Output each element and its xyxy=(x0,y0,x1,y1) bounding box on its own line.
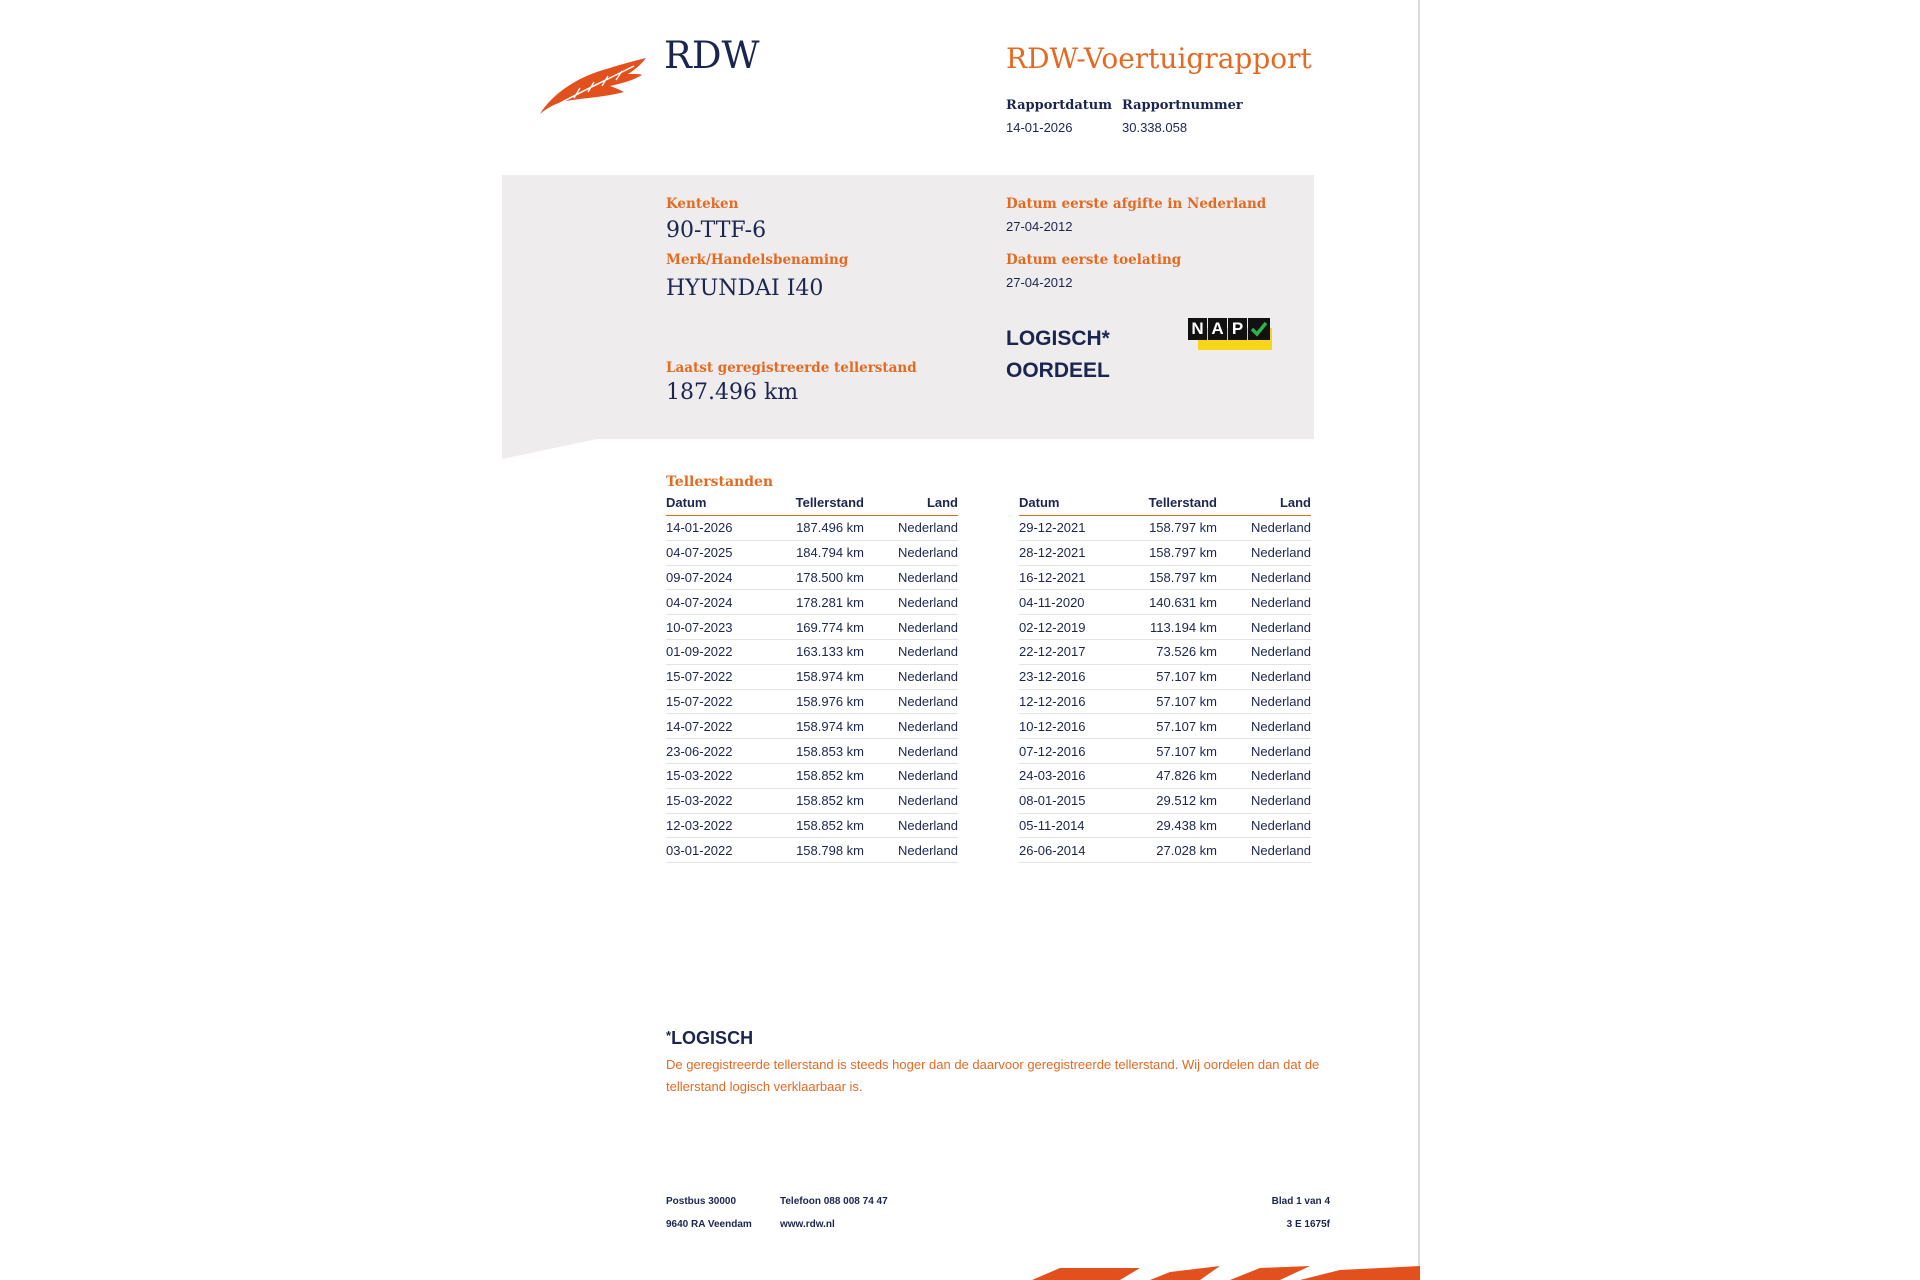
cell-tellerstand: 184.794 km xyxy=(784,540,864,565)
cell-land: Nederland xyxy=(1217,664,1311,689)
table-row xyxy=(1019,516,1311,541)
cell-datum: 28-12-2021 xyxy=(1019,540,1137,565)
brand-name: RDW xyxy=(664,34,760,77)
footer-code: 3 E 1675f xyxy=(1286,1219,1330,1230)
cell-tellerstand: 158.976 km xyxy=(784,689,864,714)
cell-land: Nederland xyxy=(1217,639,1311,664)
panel-tail xyxy=(502,438,602,459)
rapportnummer-value: 30.338.058 xyxy=(1122,120,1188,135)
cell-land: Nederland xyxy=(1217,540,1311,565)
afgifte-value: 27-04-2012 xyxy=(1006,219,1073,234)
cell-land: Nederland xyxy=(864,739,958,764)
cell-datum: 04-07-2024 xyxy=(666,590,784,615)
cell-tellerstand: 57.107 km xyxy=(1137,739,1217,764)
table-row xyxy=(666,516,958,541)
cell-datum: 16-12-2021 xyxy=(1019,565,1137,590)
footer-telefoon: Telefoon 088 008 74 47 xyxy=(780,1196,888,1207)
cell-datum: 15-03-2022 xyxy=(666,763,784,788)
footer-postbus: Postbus 30000 xyxy=(666,1196,737,1207)
cell-datum: 07-12-2016 xyxy=(1019,739,1137,764)
rapportdatum-label: Rapportdatum xyxy=(1006,98,1112,113)
vehicle-summary-panel xyxy=(502,175,1314,439)
toelating-label: Datum eerste toelating xyxy=(1006,252,1182,268)
cell-tellerstand: 158.974 km xyxy=(784,714,864,739)
cell-land: Nederland xyxy=(1217,615,1311,640)
table-row xyxy=(1019,540,1311,565)
cell-tellerstand: 47.826 km xyxy=(1137,763,1217,788)
table-row xyxy=(666,788,958,813)
cell-datum: 03-01-2022 xyxy=(666,838,784,863)
table-row xyxy=(666,739,958,764)
table-row xyxy=(666,763,958,788)
table-row xyxy=(666,813,958,838)
decorative-stripes xyxy=(1020,1262,1420,1280)
cell-land: Nederland xyxy=(864,615,958,640)
rapportdatum-value: 14-01-2026 xyxy=(1006,120,1073,135)
cell-tellerstand: 158.852 km xyxy=(784,763,864,788)
cell-land: Nederland xyxy=(1217,838,1311,863)
footnote-heading-text: LOGISCH xyxy=(671,1028,754,1048)
cell-tellerstand: 158.797 km xyxy=(1137,540,1217,565)
cell-datum: 14-07-2022 xyxy=(666,714,784,739)
table-row xyxy=(1019,689,1311,714)
cell-land: Nederland xyxy=(864,838,958,863)
table-row xyxy=(666,639,958,664)
cell-land: Nederland xyxy=(1217,763,1311,788)
footer-website: www.rdw.nl xyxy=(780,1219,835,1230)
tellerstanden-title: Tellerstanden xyxy=(666,474,774,490)
merk-value: HYUNDAI I40 xyxy=(666,276,824,301)
cell-datum: 08-01-2015 xyxy=(1019,788,1137,813)
table-row xyxy=(1019,565,1311,590)
cell-tellerstand: 158.798 km xyxy=(784,838,864,863)
tellerstand-label: Laatst geregistreerde tellerstand xyxy=(666,360,917,376)
nap-check-icon xyxy=(1188,318,1272,351)
col-tellerstand: Tellerstand xyxy=(784,495,864,516)
tellerstand-value: 187.496 km xyxy=(666,380,799,405)
footnote-text: De geregistreerde tellerstand is steeds hoger dan de daarvoor geregistreerde tellerstand. Wij oordelen dan dat de tellerstand logisch verklaarbaar is. xyxy=(666,1057,1320,1094)
cell-datum: 29-12-2021 xyxy=(1019,516,1137,541)
cell-tellerstand: 57.107 km xyxy=(1137,714,1217,739)
cell-tellerstand: 158.797 km xyxy=(1137,565,1217,590)
cell-tellerstand: 178.500 km xyxy=(784,565,864,590)
cell-datum: 14-01-2026 xyxy=(666,516,784,541)
cell-datum: 04-07-2025 xyxy=(666,540,784,565)
cell-land: Nederland xyxy=(1217,739,1311,764)
cell-land: Nederland xyxy=(1217,565,1311,590)
merk-label: Merk/Handelsbenaming xyxy=(666,252,849,268)
oordeel-block xyxy=(1006,323,1110,387)
cell-land: Nederland xyxy=(1217,689,1311,714)
footer-blad: Blad 1 van 4 xyxy=(1271,1196,1330,1207)
cell-land: Nederland xyxy=(864,714,958,739)
cell-tellerstand: 113.194 km xyxy=(1137,615,1217,640)
cell-datum: 09-07-2024 xyxy=(666,565,784,590)
table-row xyxy=(1019,664,1311,689)
cell-tellerstand: 29.512 km xyxy=(1137,788,1217,813)
cell-datum: 15-03-2022 xyxy=(666,788,784,813)
cell-datum: 26-06-2014 xyxy=(1019,838,1137,863)
page-edge xyxy=(1418,0,1420,1280)
table-row xyxy=(1019,714,1311,739)
table-row xyxy=(1019,838,1311,863)
table-row xyxy=(1019,639,1311,664)
cell-datum: 02-12-2019 xyxy=(1019,615,1137,640)
cell-tellerstand: 158.852 km xyxy=(784,813,864,838)
table-row xyxy=(666,714,958,739)
afgifte-label: Datum eerste afgifte in Nederland xyxy=(1006,196,1267,212)
cell-tellerstand: 57.107 km xyxy=(1137,689,1217,714)
table-row xyxy=(666,540,958,565)
table-row xyxy=(1019,788,1311,813)
cell-datum: 04-11-2020 xyxy=(1019,590,1137,615)
oordeel-logisch: LOGISCH* xyxy=(1006,327,1110,350)
col-tellerstand: Tellerstand xyxy=(1137,495,1217,516)
col-datum: Datum xyxy=(666,495,784,516)
cell-tellerstand: 178.281 km xyxy=(784,590,864,615)
table-row xyxy=(1019,763,1311,788)
table-row xyxy=(666,590,958,615)
toelating-value: 27-04-2012 xyxy=(1006,275,1073,290)
cell-tellerstand: 73.526 km xyxy=(1137,639,1217,664)
footnote-heading xyxy=(666,1028,753,1049)
table-header-row xyxy=(666,495,958,516)
cell-land: Nederland xyxy=(864,565,958,590)
table-row xyxy=(666,565,958,590)
table-row xyxy=(1019,813,1311,838)
cell-tellerstand: 158.852 km xyxy=(784,788,864,813)
tellerstanden-table-right xyxy=(1019,495,1311,863)
cell-datum: 10-12-2016 xyxy=(1019,714,1137,739)
col-datum: Datum xyxy=(1019,495,1137,516)
cell-land: Nederland xyxy=(864,664,958,689)
oordeel-label: OORDEEL xyxy=(1006,359,1110,382)
cell-tellerstand: 140.631 km xyxy=(1137,590,1217,615)
cell-land: Nederland xyxy=(1217,516,1311,541)
table-row xyxy=(1019,739,1311,764)
cell-tellerstand: 158.797 km xyxy=(1137,516,1217,541)
cell-land: Nederland xyxy=(1217,813,1311,838)
rdw-feather-logo-icon xyxy=(538,54,648,116)
cell-tellerstand: 29.438 km xyxy=(1137,813,1217,838)
table-row xyxy=(666,615,958,640)
cell-datum: 24-03-2016 xyxy=(1019,763,1137,788)
table-row xyxy=(1019,615,1311,640)
cell-tellerstand: 158.853 km xyxy=(784,739,864,764)
cell-land: Nederland xyxy=(864,590,958,615)
cell-datum: 23-12-2016 xyxy=(1019,664,1137,689)
table-header-row xyxy=(1019,495,1311,516)
table-row xyxy=(1019,590,1311,615)
cell-datum: 22-12-2017 xyxy=(1019,639,1137,664)
nap-letter-n: N xyxy=(1188,318,1207,340)
rapportnummer-label: Rapportnummer xyxy=(1122,98,1243,113)
kenteken-value: 90-TTF-6 xyxy=(666,218,767,243)
checkmark-icon xyxy=(1248,318,1270,340)
footnote-star: * xyxy=(666,1028,672,1043)
cell-land: Nederland xyxy=(864,788,958,813)
table-row xyxy=(666,664,958,689)
cell-land: Nederland xyxy=(864,813,958,838)
cell-datum: 10-07-2023 xyxy=(666,615,784,640)
cell-land: Nederland xyxy=(864,763,958,788)
cell-datum: 15-07-2022 xyxy=(666,664,784,689)
cell-datum: 01-09-2022 xyxy=(666,639,784,664)
cell-tellerstand: 163.133 km xyxy=(784,639,864,664)
cell-land: Nederland xyxy=(1217,714,1311,739)
cell-tellerstand: 57.107 km xyxy=(1137,664,1217,689)
cell-tellerstand: 187.496 km xyxy=(784,516,864,541)
cell-tellerstand: 27.028 km xyxy=(1137,838,1217,863)
cell-datum: 23-06-2022 xyxy=(666,739,784,764)
nap-letter-a: A xyxy=(1208,318,1227,340)
kenteken-label: Kenteken xyxy=(666,196,739,212)
table-row xyxy=(666,689,958,714)
cell-datum: 15-07-2022 xyxy=(666,689,784,714)
nap-letter-p: P xyxy=(1228,318,1247,340)
cell-land: Nederland xyxy=(864,516,958,541)
cell-land: Nederland xyxy=(864,540,958,565)
cell-land: Nederland xyxy=(864,639,958,664)
cell-tellerstand: 158.974 km xyxy=(784,664,864,689)
cell-tellerstand: 169.774 km xyxy=(784,615,864,640)
cell-land: Nederland xyxy=(1217,590,1311,615)
table-row xyxy=(666,838,958,863)
cell-land: Nederland xyxy=(864,689,958,714)
col-land: Land xyxy=(1217,495,1311,516)
report-title: RDW-Voertuigrapport xyxy=(1006,42,1312,75)
cell-datum: 05-11-2014 xyxy=(1019,813,1137,838)
cell-datum: 12-12-2016 xyxy=(1019,689,1137,714)
cell-datum: 12-03-2022 xyxy=(666,813,784,838)
col-land: Land xyxy=(864,495,958,516)
footer-adres: 9640 RA Veendam xyxy=(666,1219,752,1230)
tellerstanden-table-left xyxy=(666,495,958,863)
cell-land: Nederland xyxy=(1217,788,1311,813)
